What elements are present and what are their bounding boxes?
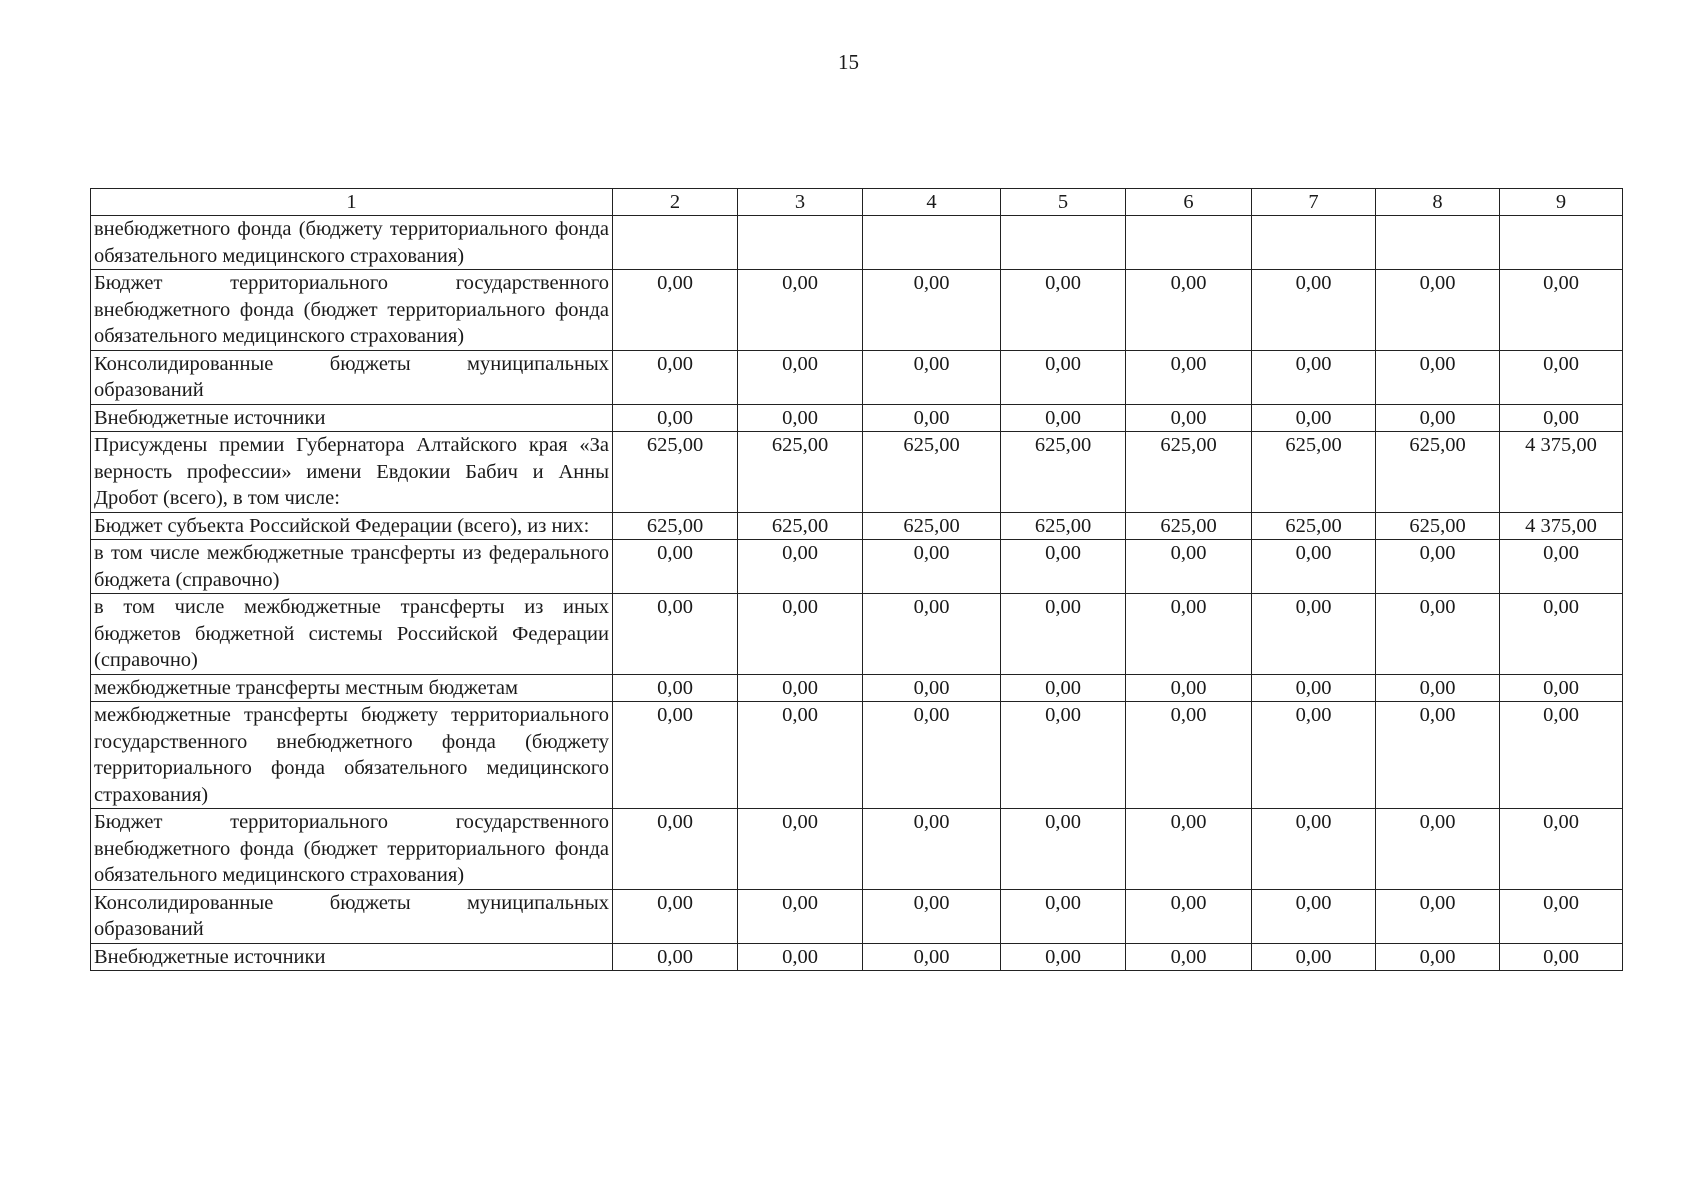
value-cell: 0,00 [1001, 270, 1126, 351]
value-cell: 0,00 [1376, 674, 1500, 702]
value-cell: 0,00 [1252, 540, 1376, 594]
value-cell: 0,00 [1126, 809, 1252, 890]
value-cell: 0,00 [738, 404, 863, 432]
value-cell: 625,00 [1252, 512, 1376, 540]
value-cell: 0,00 [613, 270, 738, 351]
value-cell: 625,00 [1376, 432, 1500, 513]
row-label: Присуждены премии Губернатора Алтайского края «За верность профессии» имени Евдокии Бабич и Анны Дробот (всего), в том числе: [91, 432, 613, 513]
header-cell: 4 [863, 189, 1001, 216]
table-row [91, 350, 1623, 404]
value-cell [863, 216, 1001, 270]
value-cell: 0,00 [613, 350, 738, 404]
value-cell: 0,00 [1126, 594, 1252, 675]
value-cell: 0,00 [1376, 350, 1500, 404]
value-cell: 0,00 [1500, 889, 1623, 943]
value-cell: 625,00 [738, 512, 863, 540]
value-cell: 0,00 [1500, 270, 1623, 351]
table-row [91, 674, 1623, 702]
value-cell: 0,00 [863, 809, 1001, 890]
value-cell: 0,00 [1252, 809, 1376, 890]
value-cell: 0,00 [1252, 404, 1376, 432]
value-cell: 625,00 [1001, 512, 1126, 540]
value-cell: 625,00 [1376, 512, 1500, 540]
row-label: межбюджетные трансферты местным бюджетам [91, 674, 613, 702]
table-row [91, 943, 1623, 971]
value-cell [1001, 216, 1126, 270]
header-row [91, 189, 1623, 216]
table-row [91, 404, 1623, 432]
value-cell: 0,00 [1376, 889, 1500, 943]
value-cell: 0,00 [1500, 350, 1623, 404]
value-cell: 0,00 [1500, 540, 1623, 594]
row-label: межбюджетные трансферты бюджету территориального государственного внебюджетного фонда (бюджету территориального фонда обязательного медицинского страхования) [91, 702, 613, 809]
table-row [91, 809, 1623, 890]
value-cell: 0,00 [613, 809, 738, 890]
value-cell: 0,00 [613, 674, 738, 702]
value-cell: 0,00 [863, 943, 1001, 971]
table-row [91, 594, 1623, 675]
value-cell: 0,00 [1500, 404, 1623, 432]
value-cell: 625,00 [1001, 432, 1126, 513]
value-cell: 625,00 [863, 432, 1001, 513]
value-cell: 0,00 [863, 270, 1001, 351]
value-cell: 0,00 [1252, 889, 1376, 943]
value-cell: 625,00 [738, 432, 863, 513]
value-cell: 0,00 [738, 889, 863, 943]
value-cell: 0,00 [613, 594, 738, 675]
value-cell: 0,00 [863, 594, 1001, 675]
row-label: Внебюджетные источники [91, 943, 613, 971]
table-row [91, 270, 1623, 351]
table-row [91, 216, 1623, 270]
value-cell: 0,00 [1126, 943, 1252, 971]
value-cell: 625,00 [1126, 512, 1252, 540]
value-cell: 0,00 [1376, 943, 1500, 971]
value-cell [1500, 216, 1623, 270]
value-cell: 625,00 [1126, 432, 1252, 513]
header-cell: 8 [1376, 189, 1500, 216]
value-cell: 0,00 [738, 809, 863, 890]
value-cell: 0,00 [1126, 674, 1252, 702]
row-label: Бюджет территориального государственного внебюджетного фонда (бюджет территориального фонда обязательного медицинского страхования) [91, 270, 613, 351]
value-cell: 0,00 [863, 702, 1001, 809]
value-cell: 0,00 [1376, 809, 1500, 890]
row-label: Бюджет территориального государственного внебюджетного фонда (бюджет территориального фонда обязательного медицинского страхования) [91, 809, 613, 890]
value-cell: 0,00 [1500, 674, 1623, 702]
value-cell: 625,00 [613, 432, 738, 513]
value-cell: 0,00 [863, 350, 1001, 404]
value-cell: 0,00 [1376, 270, 1500, 351]
header-cell: 7 [1252, 189, 1376, 216]
value-cell: 0,00 [613, 540, 738, 594]
header-cell: 3 [738, 189, 863, 216]
value-cell: 0,00 [1001, 404, 1126, 432]
value-cell: 0,00 [1376, 404, 1500, 432]
value-cell: 0,00 [863, 404, 1001, 432]
page-number: 15 [838, 50, 859, 74]
value-cell: 0,00 [1500, 594, 1623, 675]
value-cell: 0,00 [1001, 809, 1126, 890]
value-cell: 0,00 [1500, 809, 1623, 890]
value-cell: 0,00 [613, 889, 738, 943]
value-cell: 0,00 [1001, 674, 1126, 702]
value-cell: 0,00 [1001, 943, 1126, 971]
value-cell: 0,00 [1252, 350, 1376, 404]
value-cell: 625,00 [1252, 432, 1376, 513]
value-cell: 625,00 [613, 512, 738, 540]
value-cell: 4 375,00 [1500, 432, 1623, 513]
table-row [91, 889, 1623, 943]
value-cell: 0,00 [1252, 702, 1376, 809]
value-cell: 625,00 [863, 512, 1001, 540]
value-cell: 0,00 [1126, 404, 1252, 432]
value-cell: 0,00 [1376, 702, 1500, 809]
budget-table [90, 188, 1623, 971]
value-cell: 0,00 [1126, 350, 1252, 404]
header-cell: 2 [613, 189, 738, 216]
table-row [91, 702, 1623, 809]
value-cell: 0,00 [613, 404, 738, 432]
value-cell [738, 216, 863, 270]
value-cell: 0,00 [738, 674, 863, 702]
value-cell: 0,00 [863, 674, 1001, 702]
value-cell: 0,00 [1001, 350, 1126, 404]
value-cell: 0,00 [738, 594, 863, 675]
row-label: Консолидированные бюджеты муниципальных образований [91, 350, 613, 404]
value-cell: 0,00 [738, 943, 863, 971]
table-row [91, 432, 1623, 513]
header-cell: 9 [1500, 189, 1623, 216]
value-cell: 0,00 [613, 943, 738, 971]
header-cell: 1 [91, 189, 613, 216]
header-cell: 5 [1001, 189, 1126, 216]
value-cell: 0,00 [1001, 889, 1126, 943]
value-cell: 0,00 [738, 540, 863, 594]
value-cell: 0,00 [1126, 540, 1252, 594]
table-body [91, 216, 1623, 971]
row-label: Консолидированные бюджеты муниципальных образований [91, 889, 613, 943]
value-cell: 0,00 [1252, 270, 1376, 351]
row-label: Внебюджетные источники [91, 404, 613, 432]
table-header [91, 189, 1623, 216]
row-label: в том числе межбюджетные трансферты из иных бюджетов бюджетной системы Российской Федерации (справочно) [91, 594, 613, 675]
value-cell: 0,00 [1376, 594, 1500, 675]
value-cell: 0,00 [1126, 702, 1252, 809]
value-cell: 0,00 [1252, 594, 1376, 675]
table-row [91, 540, 1623, 594]
value-cell: 0,00 [1126, 270, 1252, 351]
row-label: внебюджетного фонда (бюджету территориального фонда обязательного медицинского страхования) [91, 216, 613, 270]
value-cell: 0,00 [1252, 943, 1376, 971]
header-cell: 6 [1126, 189, 1252, 216]
value-cell: 0,00 [863, 540, 1001, 594]
value-cell: 0,00 [738, 702, 863, 809]
value-cell: 0,00 [738, 270, 863, 351]
value-cell [613, 216, 738, 270]
value-cell: 0,00 [1001, 594, 1126, 675]
value-cell: 0,00 [1001, 702, 1126, 809]
value-cell: 0,00 [1500, 702, 1623, 809]
value-cell: 0,00 [1376, 540, 1500, 594]
value-cell: 0,00 [1001, 540, 1126, 594]
value-cell: 0,00 [1252, 674, 1376, 702]
value-cell [1126, 216, 1252, 270]
value-cell: 0,00 [738, 350, 863, 404]
table-row [91, 512, 1623, 540]
value-cell: 4 375,00 [1500, 512, 1623, 540]
value-cell: 0,00 [613, 702, 738, 809]
value-cell [1376, 216, 1500, 270]
value-cell: 0,00 [1126, 889, 1252, 943]
value-cell: 0,00 [1500, 943, 1623, 971]
row-label: в том числе межбюджетные трансферты из федерального бюджета (справочно) [91, 540, 613, 594]
value-cell: 0,00 [863, 889, 1001, 943]
row-label: Бюджет субъекта Российской Федерации (всего), из них: [91, 512, 613, 540]
value-cell [1252, 216, 1376, 270]
